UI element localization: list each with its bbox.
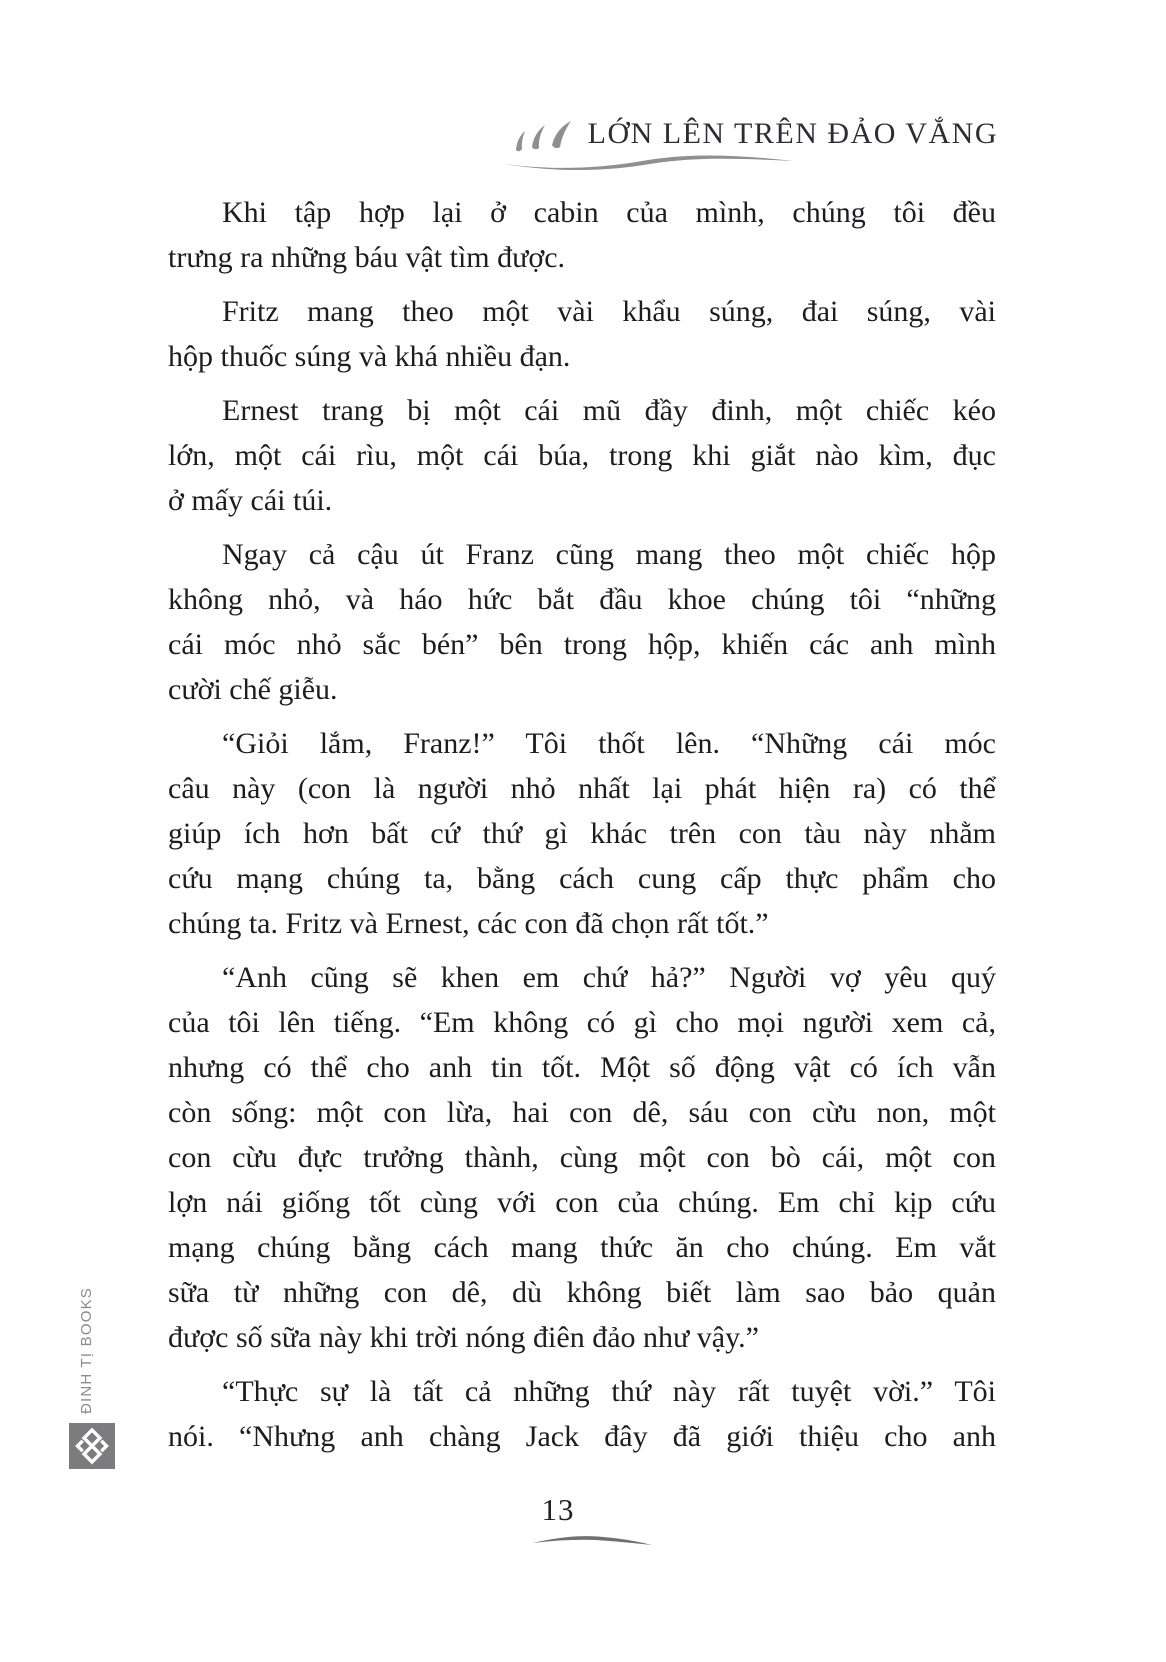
text-line: lợn nái giống tốt cùng với con của chúng. Em chỉ kịp cứu (168, 1186, 996, 1219)
text-line: còn sống: một con lừa, hai con dê, sáu con cừu non, một (168, 1096, 996, 1129)
page-number: 13 (541, 1492, 575, 1527)
header-swoosh-icon (503, 150, 795, 172)
publisher-logo-icon (69, 1423, 115, 1469)
text-line: giúp ích hơn bất cứ thứ gì khác trên con tàu này nhằm (168, 817, 996, 850)
running-header-title: LỚN LÊN TRÊN ĐẢO VẮNG (587, 117, 998, 150)
paragraph (168, 190, 996, 280)
text-line: mạng chúng bằng cách mang thức ăn cho chúng. Em vắt (168, 1231, 996, 1264)
text-line: Ngay cả cậu út Franz cũng mang theo một chiếc hộp (222, 538, 996, 571)
footer-swoosh-icon (533, 1534, 653, 1548)
text-line: câu này (con là người nhỏ nhất lại phát hiện ra) có thể (168, 772, 996, 805)
text-line: cái móc nhỏ sắc bén” bên trong hộp, khiến các anh mình (168, 628, 996, 661)
text-line: chúng ta. Fritz và Ernest, các con đã chọn rất tốt.” (168, 907, 769, 940)
text-line: trưng ra những báu vật tìm được. (168, 241, 566, 274)
text-line: lớn, một cái rìu, một cái búa, trong khi giắt nào kìm, đục (168, 439, 996, 472)
paragraph (168, 289, 996, 379)
paragraph (168, 721, 996, 946)
paragraph (168, 955, 996, 1360)
page-footer (168, 1492, 948, 1553)
text-line: nói. “Nhưng anh chàng Jack đây đã giới thiệu cho anh (168, 1420, 996, 1453)
text-line: con cừu đực trưởng thành, cùng một con bò cái, một con (168, 1141, 996, 1174)
text-line: “Giỏi lắm, Franz!” Tôi thốt lên. “Những cái móc (222, 727, 996, 760)
text-line: của tôi lên tiếng. “Em không có gì cho mọi người xem cả, (168, 1006, 996, 1039)
text-line: Khi tập hợp lại ở cabin của mình, chúng tôi đều (222, 196, 996, 229)
publisher-vertical-label: ĐINH TỊ BOOKS (78, 1286, 95, 1414)
paragraph (168, 388, 996, 523)
paragraph (168, 1369, 996, 1459)
text-line: cười chế giễu. (168, 673, 338, 706)
text-line: sữa từ những con dê, dù không biết làm sao bảo quản (168, 1276, 996, 1309)
text-line: được số sữa này khi trời nóng điên đảo như vậy.” (168, 1321, 759, 1354)
text-line: ở mấy cái túi. (168, 484, 333, 517)
paragraph (168, 532, 996, 712)
text-line: không nhỏ, và háo hức bắt đầu khoe chúng tôi “những (168, 583, 996, 616)
text-line: “Thực sự là tất cả những thứ này rất tuyệt vời.” Tôi (222, 1375, 996, 1408)
text-line: “Anh cũng sẽ khen em chứ hả?” Người vợ yêu quý (222, 961, 996, 994)
text-line: nhưng có thể cho anh tin tốt. Một số động vật có ích vẫn (168, 1051, 996, 1084)
text-line: Ernest trang bị một cái mũ đầy đinh, một chiếc kéo (222, 394, 996, 427)
body-text (168, 190, 996, 1468)
text-line: cứu mạng chúng ta, bằng cách cung cấp thực phẩm cho (168, 862, 996, 895)
text-line: hộp thuốc súng và khá nhiều đạn. (168, 340, 571, 373)
text-line: Fritz mang theo một vài khẩu súng, đai súng, vài (222, 295, 996, 328)
